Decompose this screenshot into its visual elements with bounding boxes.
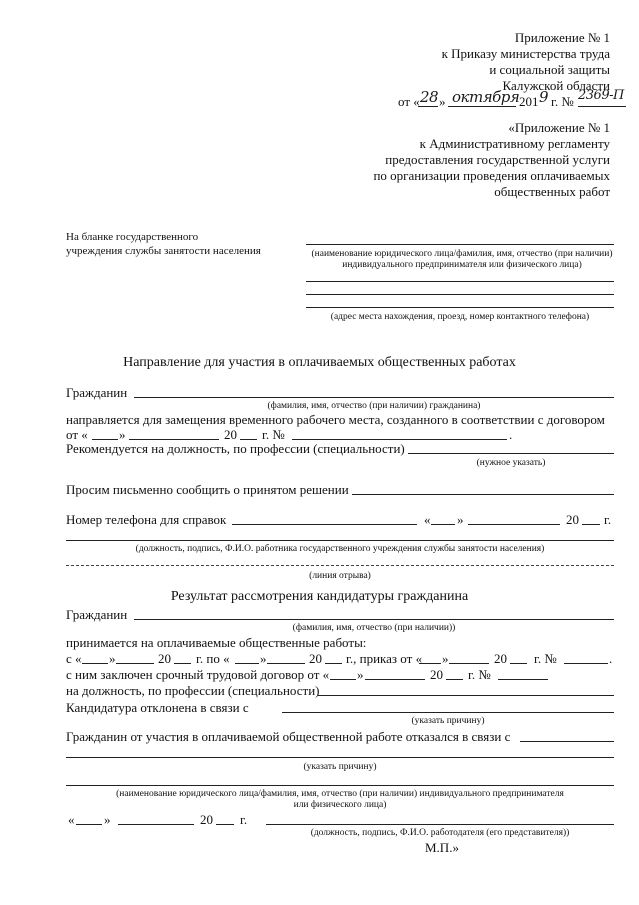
period-month2-line — [267, 663, 305, 664]
phone-g: г. — [604, 512, 612, 527]
labor-contract-number-line — [498, 679, 548, 680]
period-year-c: 20 — [494, 651, 507, 666]
phone-year-line — [582, 524, 600, 525]
period-year-a-line — [174, 663, 191, 664]
regulation-line-2: к Административному регламенту — [419, 136, 610, 151]
period-year-a: 20 — [158, 651, 171, 666]
result-title: Результат рассмотрения кандидатуры гражданина — [170, 589, 469, 604]
employer-caption-1: (наименование юридического лица/фамилия, имя, отчество (при наличии) индивидуального предпринимателя — [116, 789, 564, 799]
recipient-address-line-1 — [306, 281, 614, 282]
stamp-label: М.П.» — [425, 840, 459, 855]
regulation-line-5: общественных работ — [494, 184, 610, 199]
appendix-line-1: Приложение № 1 — [514, 30, 610, 45]
sign-day-line — [76, 824, 102, 825]
labor-contract-day-line — [330, 679, 356, 680]
period-po: г. по « — [196, 651, 230, 666]
tear-caption: (линия отрыва) — [309, 571, 371, 581]
employer-line — [66, 785, 614, 786]
contract-number-line — [292, 439, 507, 440]
rejected-label: Кандидатура отклонена в связи с — [66, 700, 249, 715]
please-inform-label: Просим письменно сообщить о принятом решении — [66, 482, 349, 497]
sign-g: г. — [240, 812, 248, 827]
result-citizen-line — [134, 619, 614, 620]
recipient-address-line-2 — [306, 294, 614, 295]
contract-year: 20 — [430, 667, 443, 682]
position-label: на должность, по профессии (специальности) — [66, 683, 320, 698]
contract-from-label: от « — [66, 427, 88, 442]
appendix-date-suffix: г. № — [551, 94, 574, 109]
address-caption: (адрес места нахождения, проезд, номер контактного телефона) — [330, 312, 590, 322]
employer-signature-caption: (должность, подпись, Ф.И.О. работодателя (его представителя)) — [310, 828, 570, 838]
appendix-date-year: 201 — [519, 94, 539, 109]
sign-quote-open: « — [68, 812, 75, 827]
refused-label: Гражданин от участия в оплачиваемой общественной работе отказался в связи с — [66, 729, 511, 744]
needed-caption: (нужное указать) — [476, 458, 546, 468]
order-day-line — [419, 663, 441, 664]
sign-month-line — [118, 824, 194, 825]
contract-year: 20 — [224, 427, 237, 442]
period-order: г., приказ от « — [346, 651, 423, 666]
recipient-name-line — [306, 244, 614, 245]
regulation-line-4: по организации проведения оплачиваемых — [373, 168, 610, 183]
phone-quote-open: « — [424, 512, 431, 527]
phone-quote-close: » — [457, 512, 464, 527]
labor-contract-year-line — [446, 679, 463, 680]
date-day-underline — [418, 106, 438, 107]
letterhead-left-1: На бланке государственного — [66, 231, 199, 243]
phone-line — [232, 524, 417, 525]
period-day-line — [82, 663, 108, 664]
handwritten-month: октября — [452, 88, 520, 106]
contract-dot: . — [509, 427, 513, 442]
appendix-line-4: Калужской области — [502, 78, 610, 93]
period-month-line — [116, 663, 154, 664]
order-number-line — [564, 663, 608, 664]
sign-year: 20 — [200, 812, 213, 827]
recipient-caption-2: индивидуального предпринимателя или физического лица) — [342, 260, 582, 270]
rejected-line — [282, 712, 614, 713]
citizen-caption: (фамилия, имя, отчество (при наличии) гражданина) — [267, 401, 481, 411]
result-citizen-caption: (фамилия, имя, отчество (при наличии)) — [292, 623, 456, 633]
period-year-b: 20 — [309, 651, 322, 666]
regulation-line-1: «Приложение № 1 — [508, 120, 610, 135]
handwritten-year: 9 — [539, 88, 549, 106]
phone-month-line — [468, 524, 560, 525]
reason-caption: (указать причину) — [411, 716, 485, 726]
contract-day-close: » — [119, 427, 126, 442]
period-no: г. № — [534, 651, 557, 666]
result-citizen-label: Гражданин — [66, 607, 128, 622]
citizen-name-line — [134, 397, 614, 398]
recipient-caption-1: (наименование юридического лица/фамилия, имя, отчество (при наличии) — [311, 249, 613, 259]
tear-line — [66, 565, 614, 566]
letterhead-left-2: учреждения службы занятости населения — [66, 245, 261, 257]
appendix-line-3: и социальной защиты — [489, 62, 610, 77]
recipient-address-line-3 — [306, 307, 614, 308]
period-dot: . — [609, 651, 613, 666]
period-quote: » — [109, 651, 116, 666]
refused-line-1 — [520, 741, 614, 742]
signature-caption: (должность, подпись, Ф.И.О. работника государственного учреждения службы занятости населения) — [135, 544, 545, 554]
regulation-line-3: предоставления государственной услуги — [385, 152, 610, 167]
phone-day-line — [431, 524, 455, 525]
order-month-line — [449, 663, 489, 664]
reason-caption-2: (указать причину) — [303, 762, 377, 772]
sign-quote-close: » — [104, 812, 111, 827]
appendix-date-mid: » — [439, 94, 446, 109]
citizen-label: Гражданин — [66, 385, 128, 400]
labor-contract-month-line — [365, 679, 425, 680]
period-s: с « — [66, 651, 82, 666]
sign-year-line — [216, 824, 234, 825]
contract-quote: » — [357, 667, 364, 682]
appendix-date-prefix: от « — [398, 94, 420, 109]
recommended-label: Рекомендуется на должность, по профессии (специальности) — [66, 441, 405, 456]
order-year-line — [510, 663, 527, 664]
recommended-line — [408, 453, 614, 454]
employer-signature-line — [266, 824, 614, 825]
contract-number-label: г. № — [262, 427, 285, 442]
contract-month-line — [129, 439, 219, 440]
contract-no: г. № — [468, 667, 491, 682]
accepted-label: принимается на оплачиваемые общественные работы: — [66, 635, 367, 650]
employer-caption-2: или физического лица) — [293, 800, 387, 810]
contract-label: с ним заключен срочный трудовой договор от « — [66, 667, 330, 682]
contract-day-line — [92, 439, 118, 440]
appendix-line-2: к Приказу министерства труда — [441, 46, 610, 61]
phone-year: 20 — [566, 512, 579, 527]
handwritten-number: 2369-П — [578, 88, 624, 103]
period-day2-line — [235, 663, 259, 664]
please-inform-line — [352, 494, 614, 495]
date-month-underline — [448, 106, 516, 107]
document-title: Направление для участия в оплачиваемых общественных работах — [123, 355, 516, 370]
date-number-underline — [578, 106, 626, 107]
period-year-b-line — [325, 663, 342, 664]
sent-text: направляется для замещения временного рабочего места, созданного в соответствии с договором — [66, 412, 605, 427]
signature-line — [66, 540, 614, 541]
refused-line-2 — [66, 757, 614, 758]
position-line — [318, 695, 614, 696]
period-quote3: » — [442, 651, 449, 666]
period-quote2: » — [260, 651, 267, 666]
phone-label: Номер телефона для справок — [66, 512, 227, 527]
handwritten-day: 28 — [420, 88, 439, 106]
contract-year-line — [240, 439, 257, 440]
